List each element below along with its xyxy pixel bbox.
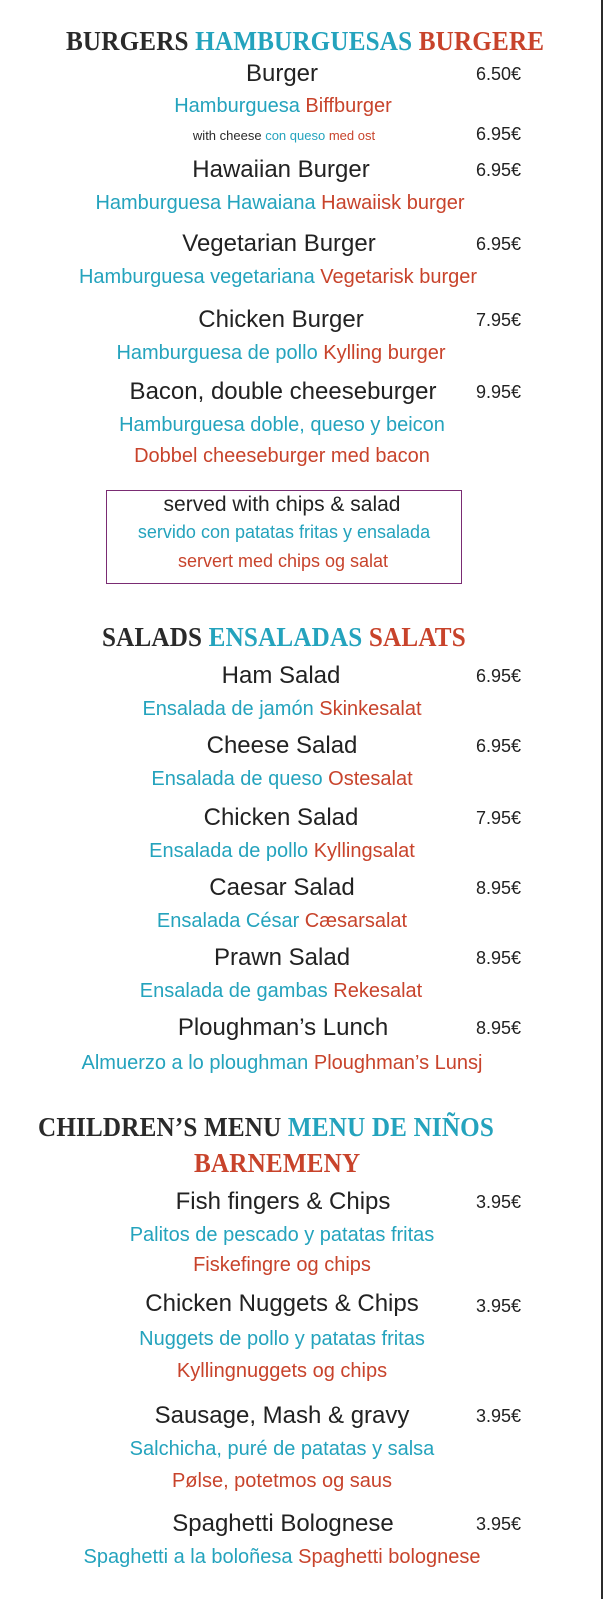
translation-no: Spaghetti bolognese <box>298 1546 481 1568</box>
burgers-heading <box>66 26 544 57</box>
translation-no: Kyllingsalat <box>313 840 415 862</box>
heading-en: CHILDREN’S MENU <box>38 1112 282 1142</box>
item-price: 7.95€ <box>476 808 522 828</box>
item-translation <box>95 192 464 215</box>
item-translation <box>149 840 415 863</box>
translation-es: Hamburguesa doble, queso y beicon <box>119 414 445 436</box>
item-translation <box>116 342 445 365</box>
variant-en: with cheese <box>192 128 262 143</box>
translation-no: Ostesalat <box>328 768 413 790</box>
translation-es: Hamburguesa vegetariana <box>78 266 315 288</box>
item-translation <box>151 768 412 791</box>
item-price: 8.95€ <box>476 1018 522 1038</box>
heading-es: ENSALADAS <box>208 622 363 652</box>
heading-en: BURGERS <box>66 26 189 56</box>
item-name: Fish fingers & Chips <box>175 1188 391 1215</box>
translation-es: Ensalada de jamón <box>142 698 314 720</box>
translation-es: Almuerzo a lo ploughman <box>81 1052 309 1074</box>
item-translation <box>79 266 477 289</box>
variant-es: con queso <box>265 128 326 143</box>
item-name: Spaghetti Bolognese <box>172 1510 394 1537</box>
item-name: Chicken Nuggets & Chips <box>145 1290 419 1317</box>
translation-no: Vegetarisk burger <box>320 266 478 288</box>
translation-es: Ensalada de pollo <box>149 840 309 862</box>
item-price: 3.95€ <box>476 1192 522 1212</box>
note-en: served with chips & salad <box>163 493 401 516</box>
translation-no: Rekesalat <box>333 980 423 1002</box>
item-name: Cheese Salad <box>206 732 358 759</box>
item-price: 6.95€ <box>476 160 522 180</box>
heading-no: SALATS <box>368 622 466 652</box>
item-translation <box>142 698 421 721</box>
item-price: 3.95€ <box>476 1296 522 1316</box>
item-price: 6.95€ <box>476 666 522 686</box>
translation-no: Kylling burger <box>323 342 446 364</box>
translation-no: Kyllingnuggets og chips <box>176 1360 388 1382</box>
item-translation <box>140 980 422 1003</box>
item-name: Ham Salad <box>221 662 341 689</box>
heading-en: SALADS <box>102 622 203 652</box>
translation-es: Nuggets de pollo y patatas fritas <box>139 1328 425 1350</box>
item-price: 9.95€ <box>476 382 522 402</box>
children-heading <box>38 1112 494 1143</box>
translation-es: Salchicha, puré de patatas y salsa <box>129 1438 435 1460</box>
translation-no: Dobbel cheeseburger med bacon <box>134 445 430 467</box>
translation-no: Ploughman’s Lunsj <box>313 1052 483 1074</box>
translation-no: Cæsarsalat <box>304 910 408 932</box>
item-name: Caesar Salad <box>209 874 355 901</box>
item-name: Prawn Salad <box>213 944 351 971</box>
heading-es: HAMBURGUESAS <box>195 26 413 56</box>
translation-no: Biffburger <box>305 95 392 117</box>
item-translation <box>157 910 407 933</box>
note-es: servido con patatas fritas y ensalada <box>137 522 431 542</box>
heading-no: BURGERE <box>418 26 545 56</box>
item-price: 8.95€ <box>476 878 522 898</box>
item-name: Bacon, double cheeseburger <box>129 378 437 405</box>
translation-no: Hawaiisk burger <box>321 192 465 214</box>
translation-no: Skinkesalat <box>319 698 422 720</box>
item-name: Burger <box>245 60 319 87</box>
translation-no: Fiskefingre og chips <box>193 1254 371 1276</box>
item-price: 3.95€ <box>476 1406 522 1426</box>
item-name: Ploughman’s Lunch <box>177 1014 389 1041</box>
item-price: 6.50€ <box>476 64 522 84</box>
translation-es: Spaghetti a la boloñesa <box>83 1546 293 1568</box>
item-name: Chicken Salad <box>203 804 359 831</box>
item-translation <box>82 1052 483 1075</box>
translation-es: Hamburguesa de pollo <box>116 342 318 364</box>
item-name: Hawaiian Burger <box>192 156 370 183</box>
translation-es: Ensalada César <box>156 910 300 932</box>
item-price: 6.95€ <box>476 234 522 254</box>
translation-es: Ensalada de gambas <box>139 980 328 1002</box>
heading-no: BARNEMENY <box>194 1148 361 1178</box>
translation-es: Palitos de pescado y patatas fritas <box>129 1224 435 1246</box>
item-name: Chicken Burger <box>198 306 364 333</box>
translation-es: Hamburguesa <box>174 95 300 117</box>
salads-heading <box>102 622 466 653</box>
translation-es: Ensalada de queso <box>151 768 323 790</box>
item-price: 6.95€ <box>476 736 522 756</box>
item-price: 7.95€ <box>476 310 522 330</box>
item-price: 3.95€ <box>476 1514 522 1534</box>
translation-es: Hamburguesa Hawaiana <box>95 192 316 214</box>
item-name: Vegetarian Burger <box>182 230 376 257</box>
variant-no: med ost <box>328 128 376 143</box>
translation-no: Pølse, potetmos og saus <box>171 1470 393 1492</box>
note-no: servert med chips og salat <box>177 551 389 571</box>
heading-es: MENU DE NIÑOS <box>287 1112 495 1142</box>
item-price: 8.95€ <box>476 948 522 968</box>
item-price: 6.95€ <box>476 124 522 144</box>
item-name: Sausage, Mash & gravy <box>154 1402 410 1429</box>
item-translation <box>84 1546 481 1569</box>
item-translation <box>174 95 392 118</box>
item-variant <box>193 128 375 143</box>
